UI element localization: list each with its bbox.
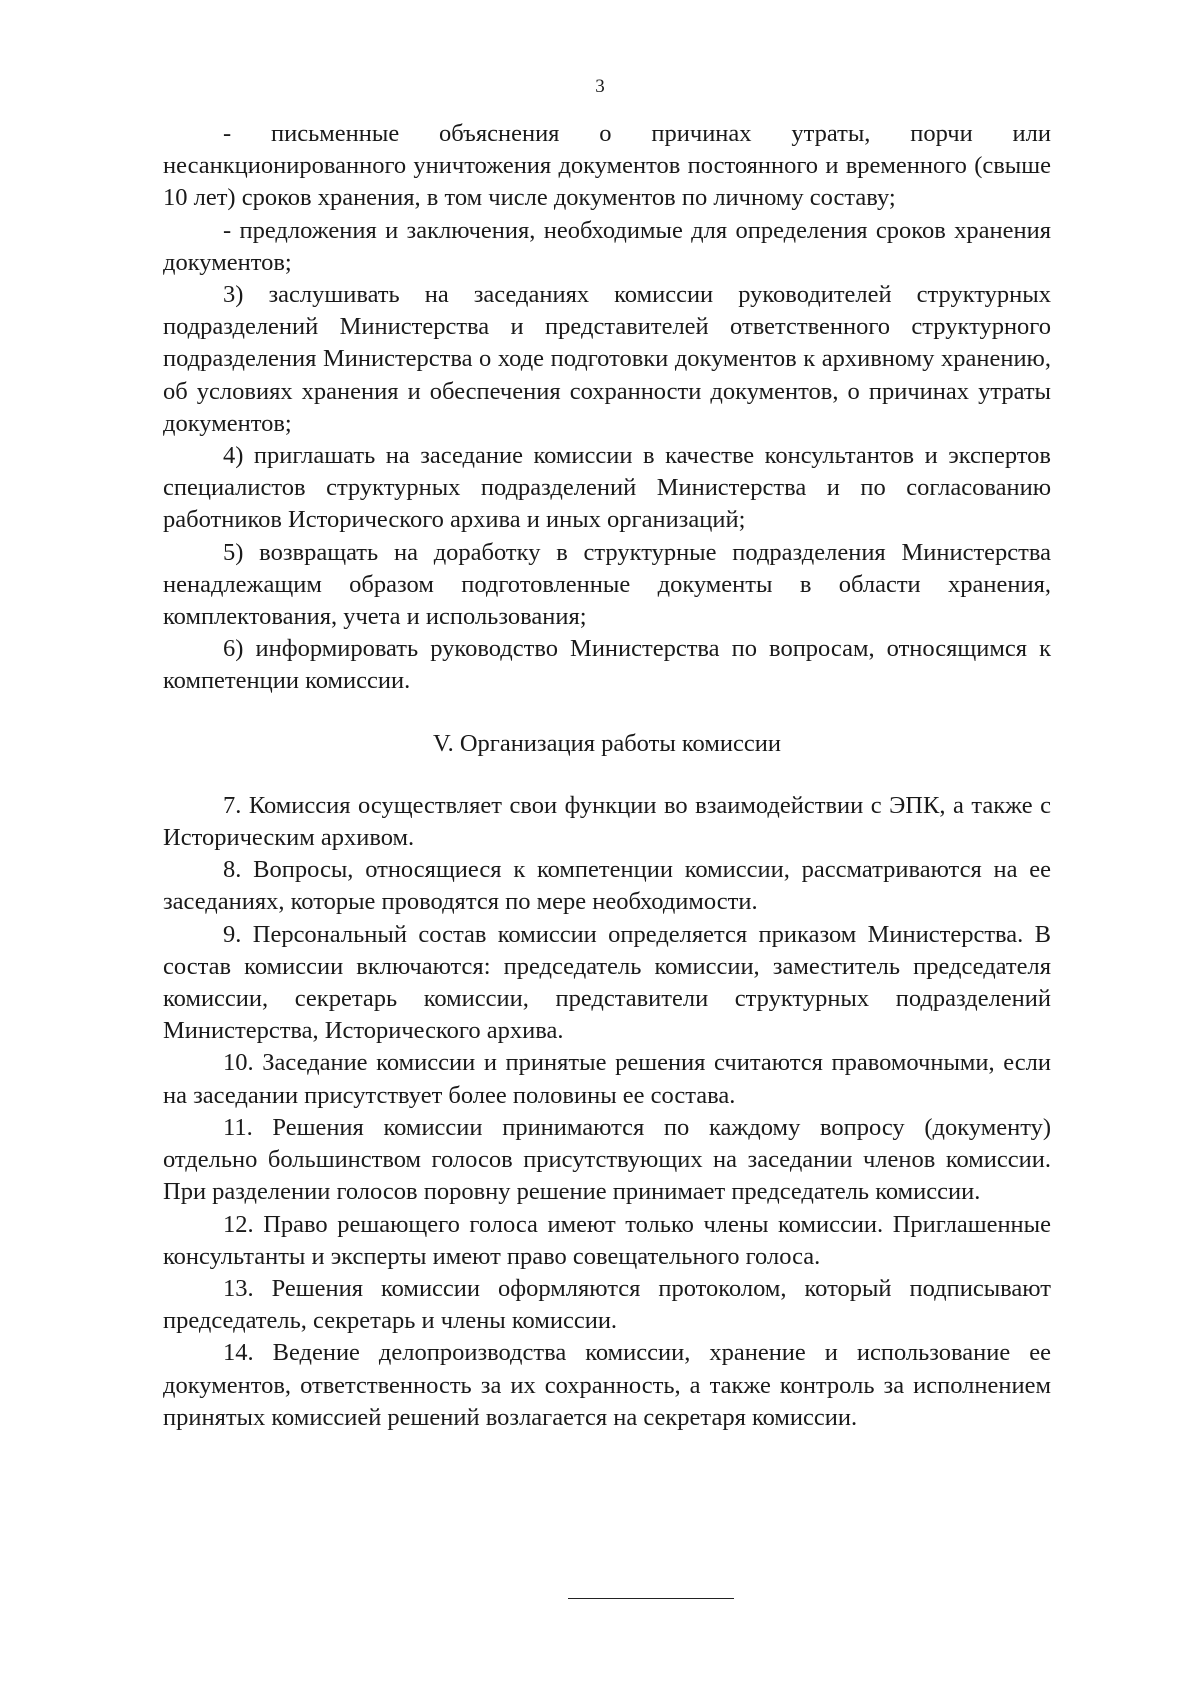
paragraph-clause-12: 12. Право решающего голоса имеют только члены комиссии. Приглашенные консультанты и эксперты имеют право совещательного голоса.	[163, 1210, 1051, 1270]
paragraph-written-explanations: - письменные объяснения о причинах утраты, порчи или несанкционированного уничтожения документов постоянного и временного (свыше 10 лет) сроков хранения, в том числе документов по личному составу;	[163, 120, 1051, 212]
end-divider-line	[568, 1598, 734, 1599]
paragraph-item-5: 5) возвращать на доработку в структурные подразделения Министерства ненадлежащим образом подготовленные документы в области хранения, комплектования, учета и использования;	[163, 538, 1051, 631]
document-body	[163, 118, 1051, 1434]
paragraph-item-6: 6) информировать руководство Министерства по вопросам, относящимся к компетенции комиссии.	[163, 635, 1051, 695]
paragraph-item-4: 4) приглашать на заседание комиссии в качестве консультантов и экспертов специалистов структурных подразделений Министерства и по согласованию работников Исторического архива и иных организаций;	[163, 442, 1051, 534]
paragraph-clause-8: 8. Вопросы, относящиеся к компетенции комиссии, рассматриваются на ее заседаниях, которые проводятся по мере необходимости.	[163, 856, 1051, 916]
paragraph-clause-10: 10. Заседание комиссии и принятые решения считаются правомочными, если на заседании присутствует более половины ее состава.	[163, 1049, 1051, 1109]
page-number: 3	[595, 76, 605, 97]
paragraph-item-3: 3) заслушивать на заседаниях комиссии руководителей структурных подразделений Министерства и представителей ответственного структурного подразделения Министерства о ходе подготовки документов к архивному хранению, об условиях хранения и обеспечения сохранности документов, о причинах утраты документов;	[163, 281, 1051, 437]
section-title: V. Организация работы комиссии	[433, 729, 781, 757]
paragraph-clause-14: 14. Ведение делопроизводства комиссии, хранение и использование ее документов, ответственность за их сохранность, а также контроль за исполнением принятых комиссией решений возлагается на секретаря комиссии.	[163, 1339, 1051, 1431]
paragraph-clause-9: 9. Персональный состав комиссии определяется приказом Министерства. В состав комиссии включаются: председатель комиссии, заместитель председателя комиссии, секретарь комиссии, представители структурных подразделений Министерства, Исторического архива.	[163, 920, 1051, 1045]
paragraph-proposals: - предложения и заключения, необходимые для определения сроков хранения документов;	[163, 216, 1051, 276]
paragraph-clause-7: 7. Комиссия осуществляет свои функции во взаимодействии с ЭПК, а также с Историческим архивом.	[163, 791, 1051, 852]
paragraph-clause-11: 11. Решения комиссии принимаются по каждому вопросу (документу) отдельно большинством голосов присутствующих на заседании членов комиссии. При разделении голосов поровну решение принимает председатель комиссии.	[163, 1113, 1051, 1206]
paragraph-clause-13: 13. Решения комиссии оформляются протоколом, который подписывают председатель, секретарь и члены комиссии.	[163, 1274, 1051, 1335]
